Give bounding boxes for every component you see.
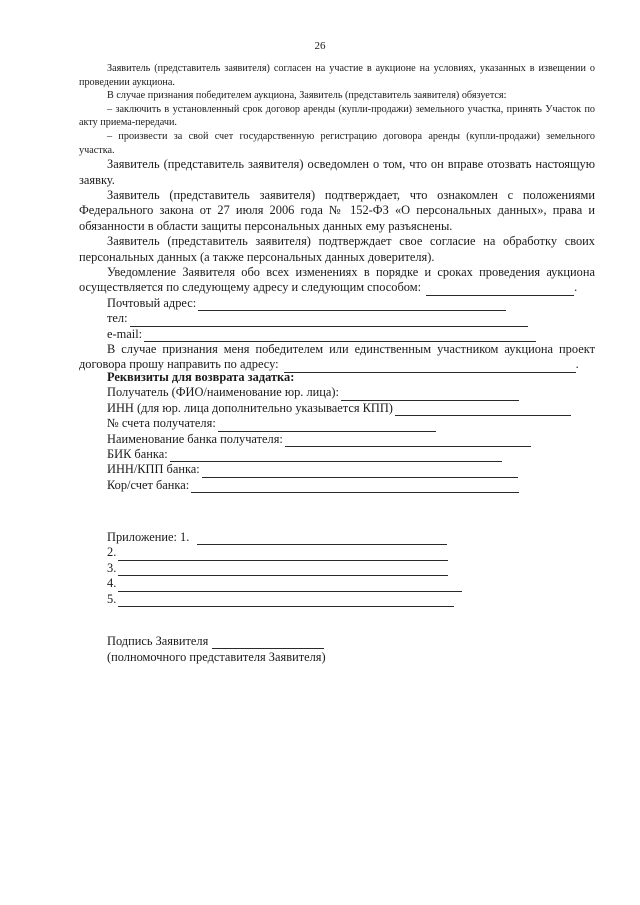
inn-kpp-field[interactable]	[202, 466, 518, 478]
attachment-label: Приложение: 1.	[107, 529, 190, 544]
bik-row	[107, 447, 571, 462]
bik-field[interactable]	[170, 450, 502, 462]
paragraph-contract-address: В случае признания меня победителем или единственным участником аукциона проект договора прошу направить по адресу: .	[79, 342, 595, 372]
refund-heading: Реквизиты для возврата задатка:	[107, 370, 295, 384]
paragraph-registration: – произвести за свой счет государственную регистрацию договора аренды (купли-продажи) земельного участка.	[79, 130, 595, 156]
corr-account-field[interactable]	[191, 481, 519, 493]
attachment-1-row	[107, 530, 462, 545]
email-row	[107, 327, 595, 342]
attachment-4-field[interactable]	[118, 580, 462, 592]
tel-row	[107, 311, 595, 326]
contract-address-text: В случае признания меня победителем или единственным участником аукциона проект договора прошу направить по адресу:	[79, 342, 595, 372]
inn-label: ИНН (для юр. лица дополнительно указывается КПП)	[107, 400, 393, 415]
attachment-2-row	[107, 545, 462, 560]
attachments-block	[107, 530, 462, 607]
bank-name-field[interactable]	[285, 435, 531, 447]
paragraph-winner-obligations: В случае признания победителем аукциона, Заявитель (представитель заявителя) обязуется:	[107, 90, 507, 102]
paragraph-notification: Уведомление Заявителя обо всех изменениях в порядке и сроках проведения аукциона осуществляется по следующему адресу и следующим способом: .	[79, 265, 595, 295]
attachment-5-field[interactable]	[118, 595, 454, 607]
paragraph-withdraw-right: Заявитель (представитель заявителя) осведомлен о том, что он вправе отозвать настоящую заявку.	[79, 157, 595, 187]
page-number: 26	[314, 40, 326, 52]
attachment-1-field[interactable]	[197, 533, 447, 545]
attachment-5-number: 5.	[107, 591, 117, 606]
notification-method-field[interactable]	[426, 284, 574, 296]
paragraph-personal-data-consent: Заявитель (представитель заявителя) подтверждает свое согласие на обработку своих персональных данных (а также персональных данных доверителя).	[79, 234, 595, 264]
inn-kpp-label: ИНН/КПП банка:	[107, 462, 200, 477]
inn-row	[107, 401, 571, 416]
paragraph-conclude-contract: – заключить в установленный срок договор аренды (купли-продажи) земельного участка, принять Участок по акту приема-передачи.	[79, 103, 595, 129]
email-label: e-mail:	[107, 326, 143, 341]
postal-address-field[interactable]	[198, 299, 506, 311]
notification-text: Уведомление Заявителя обо всех изменениях в порядке и сроках проведения аукциона осуществляется по следующему адресу и следующим способом:	[79, 265, 595, 295]
tel-field[interactable]	[130, 315, 528, 327]
corr-account-row	[107, 478, 571, 493]
bank-name-row	[107, 432, 571, 447]
signature-note: (полномочного представителя Заявителя)	[107, 650, 326, 664]
refund-details-block	[107, 370, 571, 493]
account-row	[107, 416, 571, 431]
corr-account-label: Кор/счет банка:	[107, 477, 190, 492]
inn-field[interactable]	[395, 404, 571, 416]
recipient-row	[107, 385, 571, 400]
signature-block	[107, 633, 326, 665]
attachment-5-row	[107, 592, 462, 607]
signature-field[interactable]	[212, 637, 324, 649]
signature-row	[107, 633, 326, 649]
bik-label: БИК банка:	[107, 446, 168, 461]
document-body	[79, 62, 595, 373]
account-label: № счета получателя:	[107, 416, 216, 431]
bank-name-label: Наименование банка получателя:	[107, 431, 283, 446]
paragraph-consent-auction: Заявитель (представитель заявителя) согласен на участие в аукционе на условиях, указанных в извещении о проведении аукциона.	[79, 63, 595, 88]
contacts-block	[79, 296, 595, 342]
attachment-3-row	[107, 561, 462, 576]
postal-address-row	[107, 296, 595, 311]
attachment-2-field[interactable]	[118, 549, 448, 561]
recipient-field[interactable]	[341, 389, 519, 401]
attachment-4-row	[107, 576, 462, 591]
account-field[interactable]	[218, 420, 436, 432]
email-field[interactable]	[144, 330, 536, 342]
inn-kpp-row	[107, 462, 571, 477]
postal-address-label: Почтовый адрес:	[107, 295, 197, 310]
recipient-label: Получатель (ФИО/наименование юр. лица):	[107, 385, 340, 400]
paragraph-personal-data-law: Заявитель (представитель заявителя) подтверждает, что ознакомлен с положениями Федерального закона от 27 июля 2006 года № 152-ФЗ «О персональных данных», права и обязанности в области защиты персональных данных ему разъяснены.	[79, 187, 595, 233]
signature-label: Подпись Заявителя	[107, 634, 209, 648]
attachment-4-number: 4.	[107, 576, 117, 591]
attachment-3-field[interactable]	[118, 564, 448, 576]
attachment-2-number: 2.	[107, 545, 117, 560]
attachment-3-number: 3.	[107, 560, 117, 575]
tel-label: тел:	[107, 311, 128, 326]
